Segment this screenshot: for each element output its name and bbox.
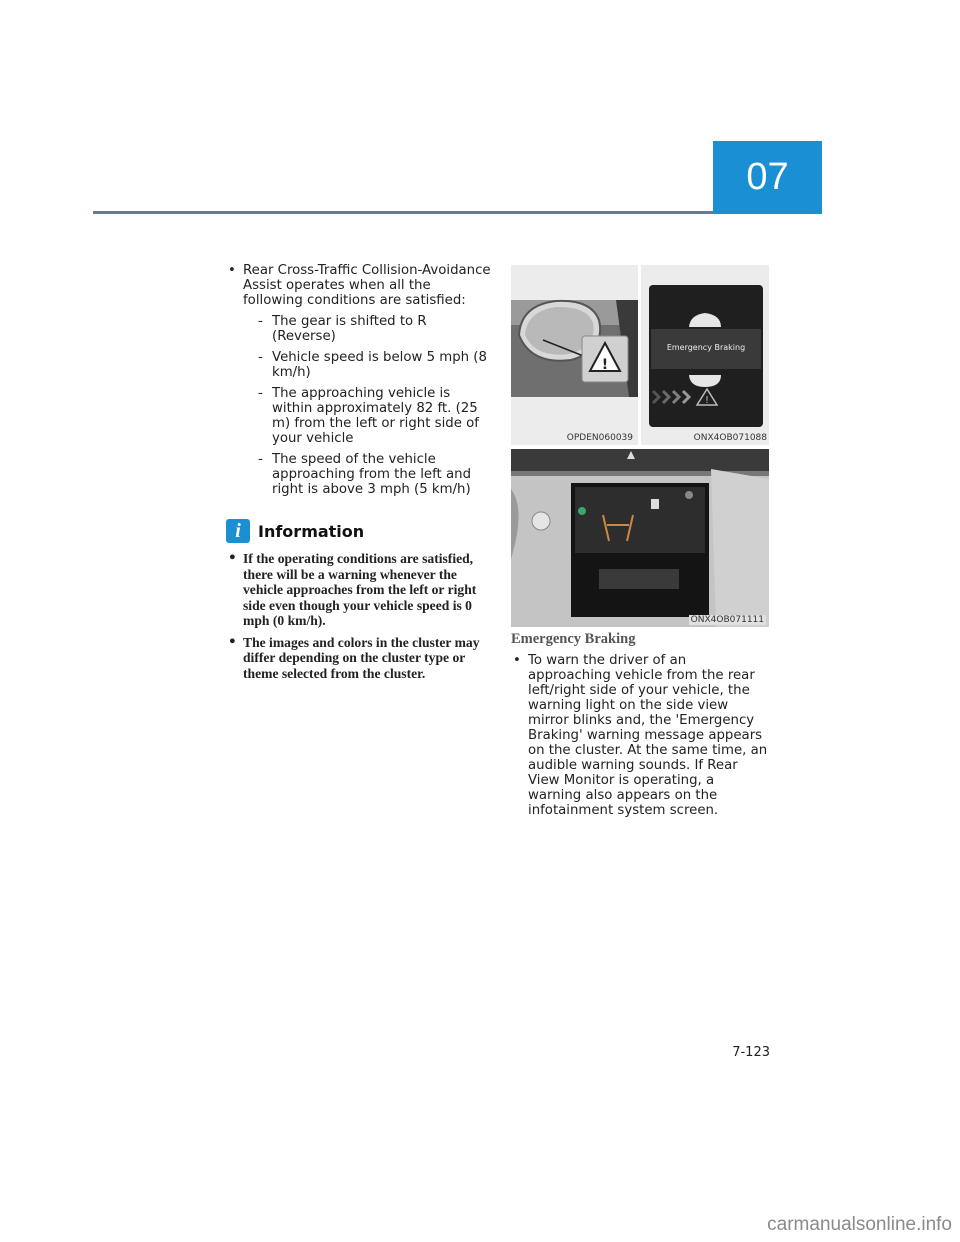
info-icon: i: [226, 519, 250, 543]
condition-item: - The gear is shifted to R (Reverse): [243, 314, 494, 344]
condition-item: - The speed of the vehicle approaching from the left and right is above 3 mph (5 km/h): [243, 452, 494, 497]
side-mirror-illustration: [511, 265, 638, 445]
svg-text:!: !: [601, 357, 609, 373]
figure-caption: ONX4OB071111: [690, 615, 764, 625]
figure-caption: ONX4OB071088: [693, 433, 767, 443]
condition-item: - The approaching vehicle is within approximately 82 ft. (25 m) from the left or right side of your vehicle: [243, 386, 494, 446]
side-mirror-figure: [511, 265, 638, 445]
conditions-list: [243, 314, 494, 497]
information-list: [226, 551, 494, 681]
emergency-braking-bullet: • To warn the driver of an approaching vehicle from the rear left/right side of your vehicle, the warning light on the side view mirror blinks and, the 'Emergency Braking' warning message appears on the cluster. At the same time, an audible warning sounds. If Rear View Monitor is operating, a warning also appears on the infotainment system screen.: [511, 653, 769, 818]
condition-item: - Vehicle speed is below 5 mph (8 km/h): [243, 350, 494, 380]
infotainment-figure: [511, 449, 769, 627]
cluster-figure: [641, 265, 769, 445]
page-number: 7-123: [732, 1045, 770, 1060]
infotainment-illustration: [511, 449, 769, 627]
cluster-message: Emergency Braking: [666, 343, 746, 352]
right-column: [511, 632, 769, 822]
chapter-number: 07: [746, 156, 789, 198]
watermark[interactable]: carmanualsonline.info: [767, 1214, 952, 1235]
chapter-tab: [713, 141, 822, 214]
figure-caption: OPDEN060039: [566, 433, 633, 443]
information-item: • If the operating conditions are satisfied, there will be a warning whenever the vehicle approaches from the left or right side even though your vehicle speed is 0 mph (0 km/h).: [226, 551, 494, 629]
information-item: • The images and colors in the cluster may differ depending on the cluster type or theme selected from the cluster.: [226, 635, 494, 682]
left-column: [226, 263, 494, 687]
operating-conditions-bullet: [226, 263, 494, 497]
svg-text:!: !: [704, 395, 710, 406]
information-title: Information: [258, 521, 365, 541]
cluster-illustration: [641, 265, 769, 445]
header-rule: [93, 211, 713, 214]
operating-conditions-intro: Rear Cross-Traffic Collision-Avoidance Assist operates when all the following conditions are satisfied:: [243, 263, 491, 308]
information-header: [226, 519, 494, 543]
section-title: Emergency Braking: [511, 631, 636, 647]
